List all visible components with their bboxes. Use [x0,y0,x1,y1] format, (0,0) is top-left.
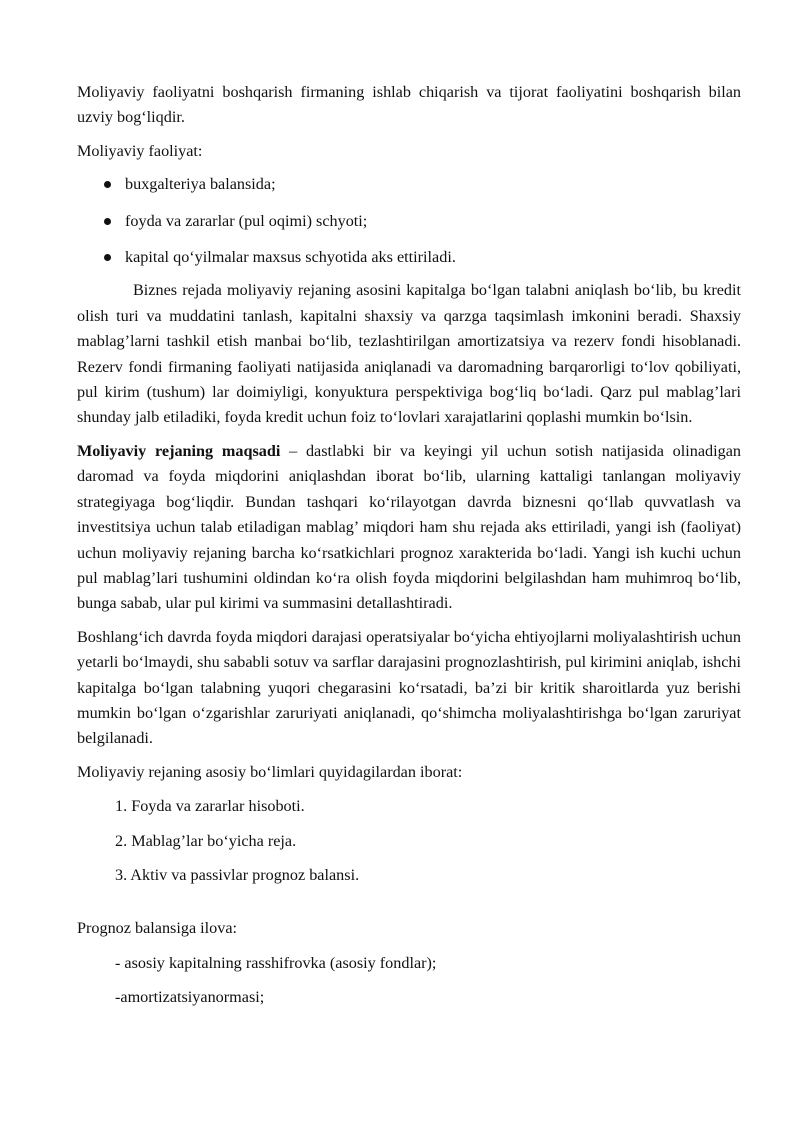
list-item: 1. Foyda va zararlar hisoboti. [115,797,305,816]
list-item: - asosiy kapitalning rasshifrovka (asosiy fondlar); [115,953,437,972]
plan-sections-heading: Moliyaviy rejaning asosiy bo‘limlari quyidagilardan iborat: [77,762,463,781]
initial-period-paragraph: Boshlang‘ich davrda foyda miqdori darajasi operatsiyalar bo‘yicha ehtiyojlarni moliyalashtirish uchun yetarli bo‘lmaydi, shu sababli sotuv va sarflar darajasini prognozlashtirish, pul kirimini aniqlab, ishchi kapitalga bo‘lgan talabning yuqori chegarasini ko‘rsatadi, ba’zi bir kritik sharoitlarda yuz berishi mumkin bo‘lgan o‘zgarishlar zaruriyati aniqlanadi, qo‘shimcha moliyalashtirishga bo‘lgan zaruriyat belgilanadi. [77,627,741,748]
spacer [77,888,741,908]
list-item [77,209,741,234]
dash-list [77,951,741,1011]
bullet-icon [104,254,111,261]
intro-paragraph: Moliyaviy faoliyatni boshqarish firmaning ishlab chiqarish va tijorat faoliyatini boshqarish bilan uzviy bog‘liqdir. [77,83,741,127]
list-item: -amortizatsiyanormasi; [115,988,265,1007]
numbered-list [77,794,741,888]
financial-activity-heading: Moliyaviy faoliyat: [77,141,203,160]
list-item-text: foyda va zararlar (pul oqimi) schyoti; [125,211,368,230]
list-item [77,245,741,270]
plan-goal-text: – dastlabki bir va keyingi yil uchun sotish natijasida olinadigan daromad va foyda miqdorini aniqlashdan iborat bo‘lib, ularning kattaligi tanlangan moliyaviy strategiyaga bog‘liqdir. Bundan tashqari ko‘rilayotgan davrda biznesni qo‘llab quvvatlash va investitsiya uchun talab etiladigan mablag’ miqdori ham shu rejada aks ettiriladi, yangi ish (faoliyat) uchun moliyaviy rejaning barcha ko‘rsatkichlari prognoz xarakterida bo‘ladi. Yangi ish kuchi uchun pul mablag’lari tushumini oldindan ko‘ra olish foyda miqdorini belgilashdan ham muhimroq bo‘lib, bunga sabab, ular pul kirimi va summasini detallashtiradi. [77,441,741,613]
list-item-text: kapital qo‘yilmalar maxsus schyotida aks ettiriladi. [125,248,456,267]
list-item-text: buxgalteriya balansida; [125,175,276,194]
list-item: 3. Aktiv va passivlar prognoz balansi. [115,865,360,884]
plan-goal-term: Moliyaviy rejaning maqsadi [77,441,281,460]
bullet-icon [104,218,111,225]
bullet-list [77,172,741,270]
document-body [77,80,741,1011]
plan-goal-paragraph [77,439,741,617]
business-plan-paragraph: Biznes rejada moliyaviy rejaning asosini kapitalga bo‘lgan talabni aniqlash bo‘lib, bu kredit olish turi va muddatini tanlash, kapitalni shaxsiy va qarzga taqsimlash imkonini beradi. Shaxsiy mablag’larni tashkil etish manbai bo‘lib, tezlashtirilgan amortizatsiya va rezerv fondi hisoblanadi. Rezerv fondi firmaning faoliyati natijasida aniqlanadi va daromadning barqarorligi to‘lov qobiliyati, pul kirim (tushum) lar doimiyligi, konyuktura perspektiviga bog‘liq bo‘ladi. Qarz pul mablag’lari shunday jalb etiladiki, foyda kredit uchun foiz to‘lovlari xarajatlarini qoplashi mumkin bo‘lsin. [77,281,741,427]
list-item [77,172,741,197]
forecast-appendix-heading: Prognoz balansiga ilova: [77,919,238,938]
list-item: 2. Mablag’lar bo‘yicha reja. [115,831,297,850]
bullet-icon [104,181,111,188]
